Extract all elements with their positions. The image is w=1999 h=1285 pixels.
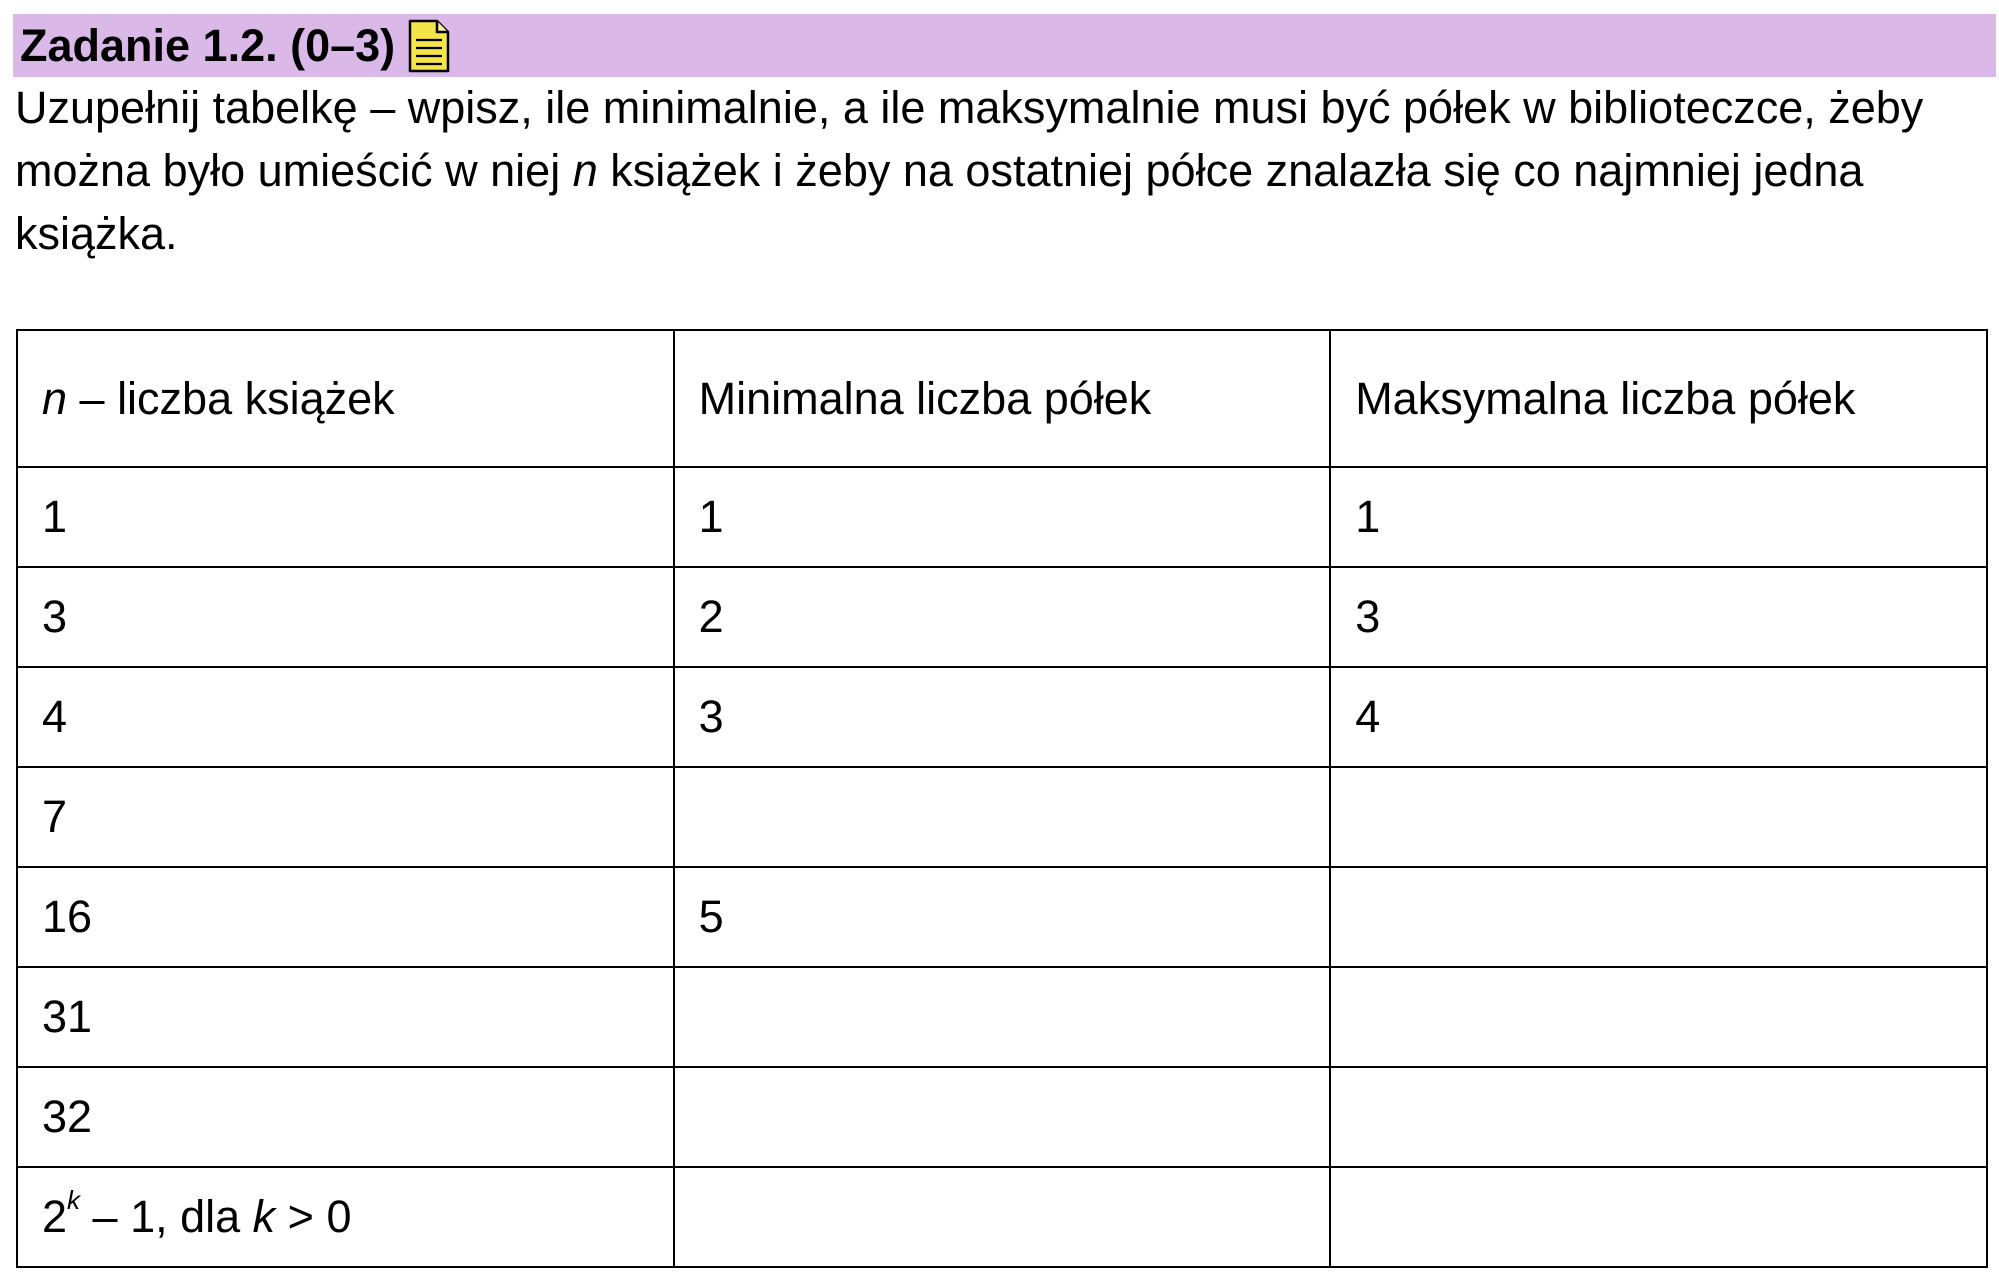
cell-min[interactable]	[674, 767, 1331, 867]
header-var-n: n	[42, 372, 68, 424]
table-row	[17, 867, 1987, 967]
cell-max[interactable]	[1330, 967, 1987, 1067]
cell-n: 7	[17, 767, 674, 867]
table-row	[17, 467, 1987, 567]
table-row-formula	[17, 1167, 1987, 1267]
formula-mid: – 1, dla	[80, 1191, 253, 1242]
table-header-row	[17, 330, 1987, 467]
cell-max[interactable]: 3	[1330, 567, 1987, 667]
header-max-shelves: Maksymalna liczba półek	[1330, 330, 1987, 467]
cell-min[interactable]: 2	[674, 567, 1331, 667]
cell-n-formula	[17, 1167, 674, 1267]
formula-tail: > 0	[275, 1191, 352, 1242]
cell-n: 4	[17, 667, 674, 767]
formula-exponent: k	[67, 1185, 81, 1215]
cell-min[interactable]: 3	[674, 667, 1331, 767]
task-instructions	[15, 76, 1990, 265]
cell-max[interactable]	[1330, 867, 1987, 967]
task-title: Zadanie 1.2. (0–3)	[20, 20, 396, 71]
cell-n: 31	[17, 967, 674, 1067]
cell-min[interactable]	[674, 967, 1331, 1067]
cell-min[interactable]	[674, 1167, 1331, 1267]
header-min-shelves: Minimalna liczba półek	[674, 330, 1331, 467]
document-icon	[407, 18, 451, 74]
cell-max[interactable]: 1	[1330, 467, 1987, 567]
cell-min[interactable]	[674, 1067, 1331, 1167]
cell-n: 3	[17, 567, 674, 667]
cell-n: 16	[17, 867, 674, 967]
instructions-part1: Uzupełnij tabelkę – wpisz, ile minimalnie, a ile maksymalnie musi być półek w biblioteczce, żeby można było umieścić w niej	[15, 82, 1924, 196]
table-row	[17, 967, 1987, 1067]
header-books-label: – liczba książek	[67, 372, 395, 424]
formula-var-k: k	[252, 1191, 276, 1242]
table-row	[17, 667, 1987, 767]
instructions-var-n: n	[572, 145, 598, 196]
header-books-count	[17, 330, 674, 467]
task-header	[13, 14, 1996, 77]
cell-max[interactable]	[1330, 1167, 1987, 1267]
answer-table	[16, 329, 1988, 1268]
cell-n: 32	[17, 1067, 674, 1167]
instructions-part2: książek i żeby na ostatniej półce znalazła się co najmniej jedna książka.	[15, 145, 1864, 259]
cell-max[interactable]	[1330, 767, 1987, 867]
cell-n: 1	[17, 467, 674, 567]
table-row	[17, 567, 1987, 667]
table-row	[17, 1067, 1987, 1167]
cell-max[interactable]: 4	[1330, 667, 1987, 767]
cell-min[interactable]: 5	[674, 867, 1331, 967]
cell-max[interactable]	[1330, 1067, 1987, 1167]
cell-min[interactable]: 1	[674, 467, 1331, 567]
table-row	[17, 767, 1987, 867]
formula-base: 2	[42, 1191, 68, 1242]
